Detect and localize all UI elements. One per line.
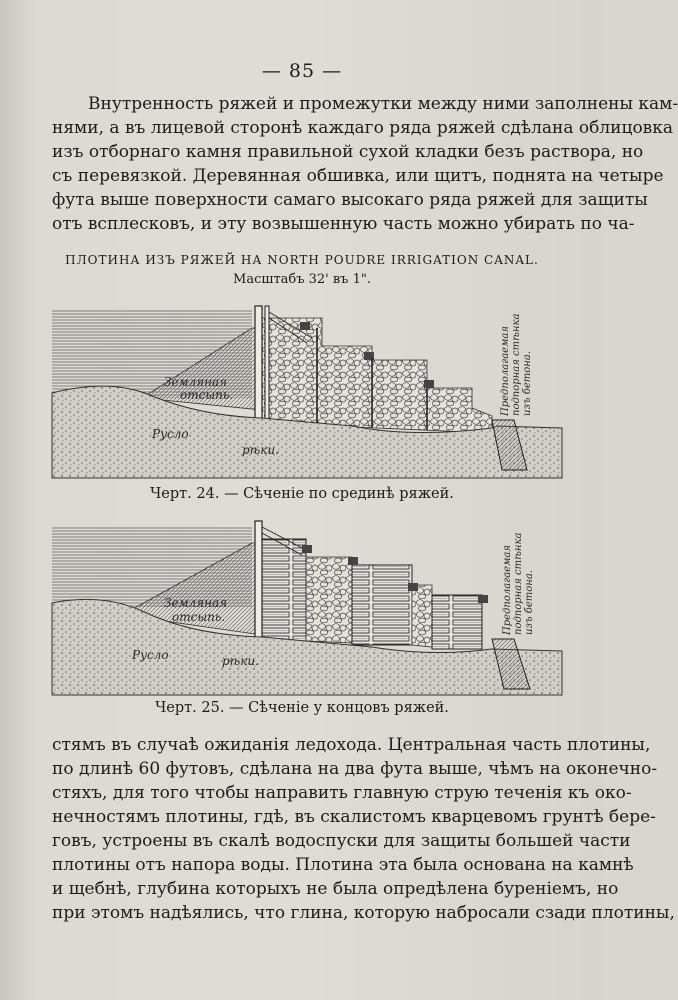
text-line: и щебнѣ, глубина которыхъ не была опредѣлена буреніемъ, но (52, 879, 619, 899)
timber-post (255, 521, 262, 643)
paragraph-bottom (52, 733, 675, 925)
label-wall: изъ бетона. (524, 570, 535, 635)
figure-title: ПЛОТИНА ИЗЪ РЯЖЕЙ НА NORTH POUDRE IRRIGATION CANAL. (65, 253, 539, 267)
crib-timbers (432, 595, 482, 649)
text-line: фута выше поверхности самаго высокаго ряда ряжей для защиты (52, 190, 648, 210)
label-wall: подпорная стѣнка (513, 532, 524, 635)
crib-timbers (262, 539, 306, 641)
figure-scale: Масштабъ 32' въ 1". (233, 272, 371, 287)
label-earth: отсыпь. (172, 610, 226, 624)
text-line: по длинѣ 60 футовъ, сдѣлана на два фута выше, чѣмъ на оконечно- (52, 759, 658, 779)
figure-24-caption: Черт. 24. — Сѣченіе по срединѣ ряжей. (150, 486, 454, 502)
cap-block (408, 583, 418, 591)
figure-25-cross-section (52, 515, 562, 695)
text-line: стяхъ, для того чтобы направить главную струю теченія къ око- (52, 783, 632, 803)
cap-block (348, 557, 358, 565)
label-earth: Земляная (164, 596, 228, 610)
text-line: нями, а въ лицевой сторонѣ каждаго ряда ряжей сдѣлана облицовка (52, 118, 674, 138)
paragraph-top (52, 92, 678, 236)
label-wall: изъ бетона. (522, 351, 533, 416)
crib-stones (412, 585, 432, 647)
text-line: при этомъ надѣялись, что глина, которую набросали сзади плотины, (52, 903, 675, 923)
label-earth: отсыпь. (180, 388, 234, 402)
text-line: съ перевязкой. Деревянная обшивка, или щитъ, поднята на четыре (52, 166, 664, 186)
label-wall: Предполагаемая (500, 326, 511, 416)
timber-post (265, 306, 269, 424)
figure-25-caption: Черт. 25. — Сѣченіе у концовъ ряжей. (155, 700, 449, 716)
label-wall: Предполагаемая (502, 545, 513, 635)
text-line: говъ, устроены въ скалѣ водоспуски для защиты большей части (52, 831, 631, 851)
crib-stones (262, 318, 492, 433)
figure-24-cross-section (52, 298, 562, 478)
text-line: Внутренность ряжей и промежутки между ними заполнены кам- (88, 94, 678, 114)
text-line: стямъ въ случаѣ ожиданія ледохода. Центральная часть плотины, (52, 735, 651, 755)
cap-block (300, 322, 310, 330)
label-river-bed: Русло (152, 427, 189, 441)
text-line: нечностямъ плотины, гдѣ, въ скалистомъ кварцевомъ грунтѣ бере- (52, 807, 656, 827)
label-earth: Земляная (164, 375, 228, 389)
page-number: — 85 — (261, 60, 343, 82)
crib-stones (306, 557, 352, 643)
text-line: отъ всплесковъ, и эту возвышенную часть можно убирать по ча- (52, 214, 635, 234)
label-river-bed: рѣки. (242, 443, 279, 457)
label-wall: подпорная стѣнка (511, 313, 522, 416)
label-river-bed: Русло (132, 648, 169, 662)
text-line: плотины отъ напора воды. Плотина эта была основана на камнѣ (52, 855, 634, 875)
cap-block (302, 545, 312, 553)
text-line: изъ отборнаго камня правильной сухой кладки безъ раствора, но (52, 142, 644, 162)
timber-post (255, 306, 262, 424)
crib-timbers (352, 565, 412, 645)
label-river-bed: рѣки. (222, 654, 259, 668)
cap-block (478, 595, 488, 603)
cap-block (424, 380, 434, 388)
